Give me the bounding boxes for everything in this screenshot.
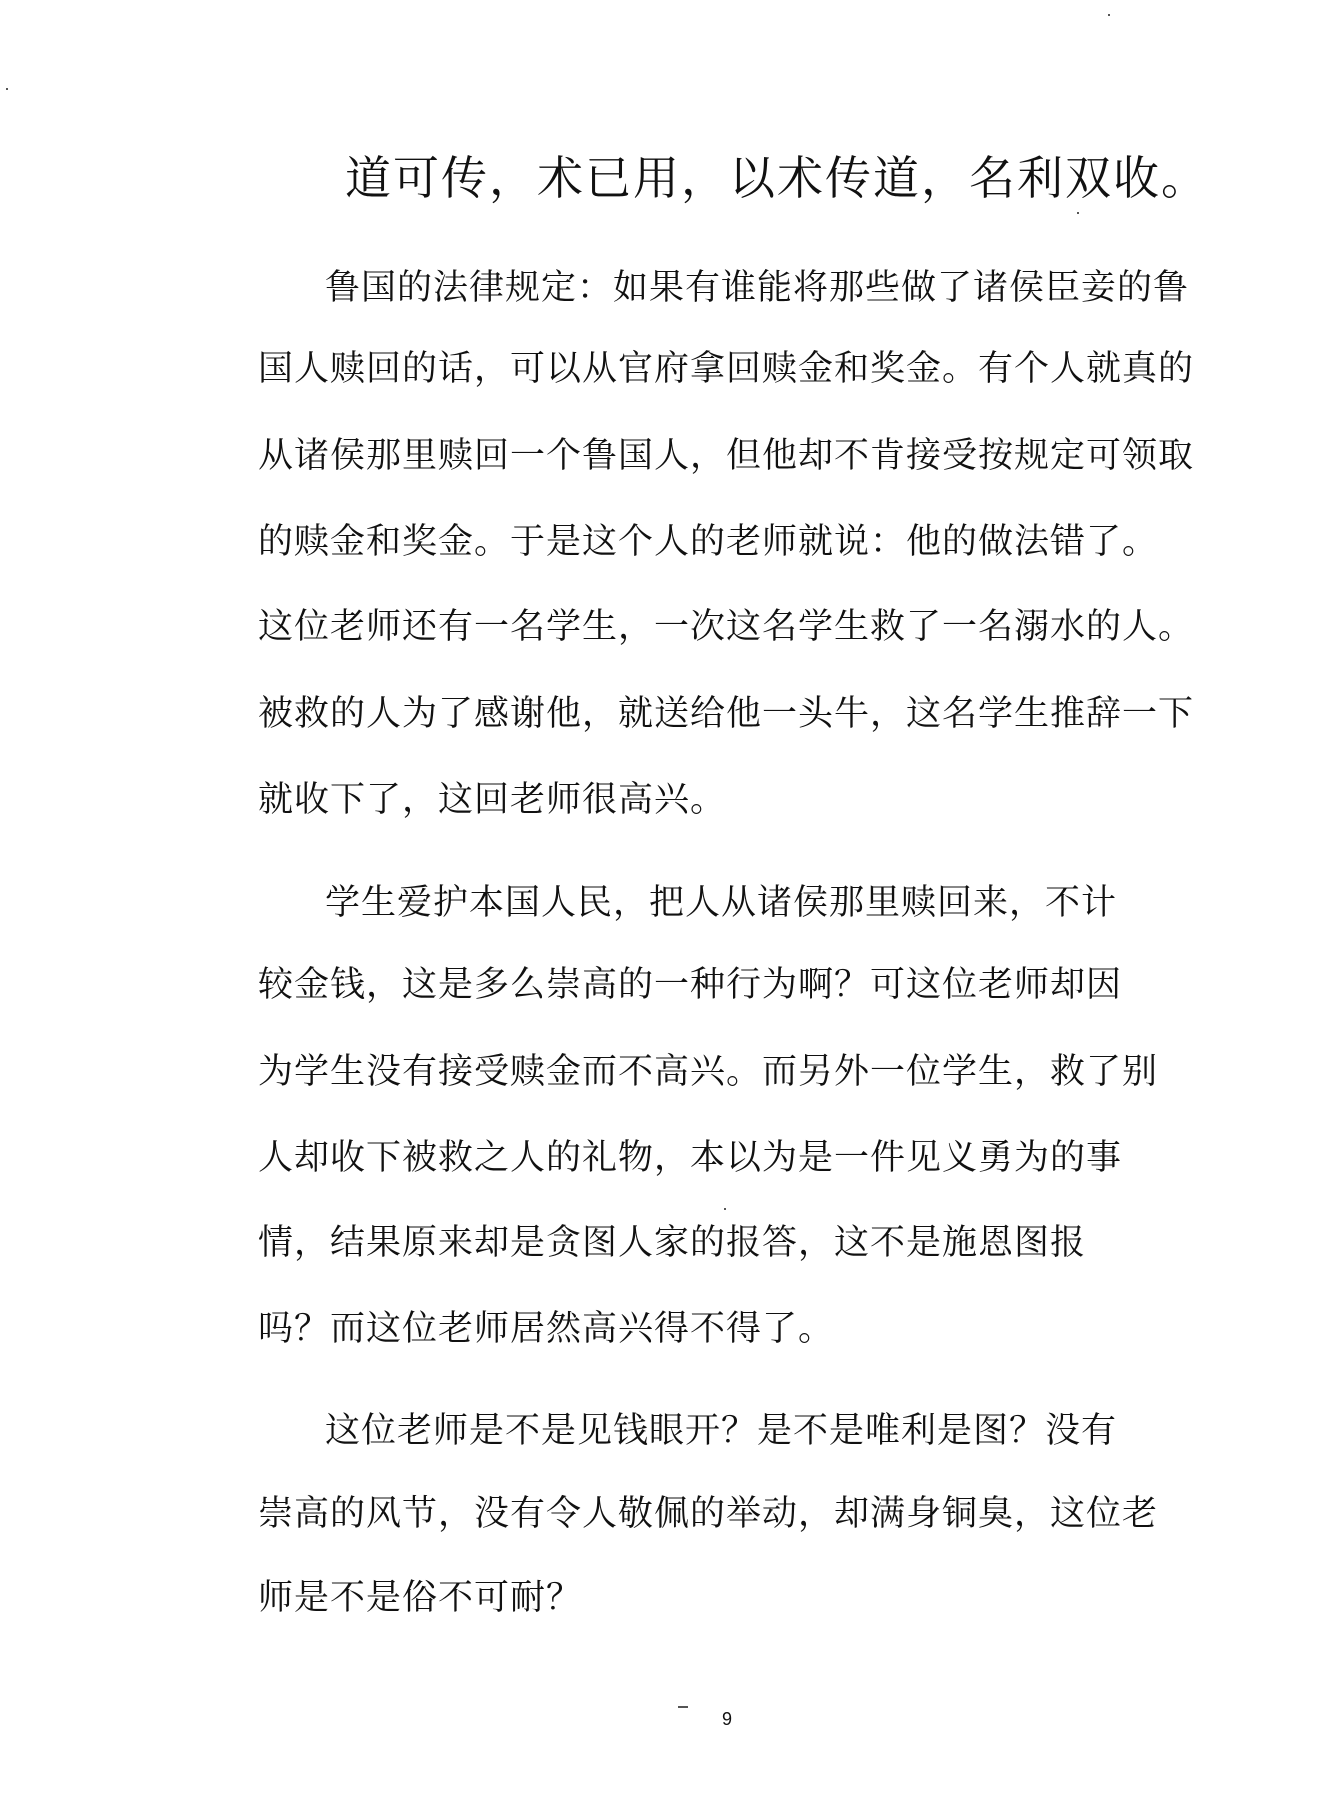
paragraph-line: 这位老师是不是见钱眼开？是不是唯利是图？没有 — [325, 1411, 1118, 1451]
paragraph-line: 学生爱护本国人民，把人从诸侯那里赎回来，不计 — [325, 883, 1118, 923]
scan-speck — [6, 88, 8, 90]
paragraph-line: 崇高的风节，没有令人敬佩的举动，却满身铜臭，这位老 — [258, 1494, 1159, 1534]
paragraph-line: 情，结果原来却是贪图人家的报答，这不是施恩图报 — [258, 1223, 1087, 1263]
paragraph-line: 国人赎回的话，可以从官府拿回赎金和奖金。有个人就真的 — [258, 349, 1195, 389]
paragraph-line: 吗？而这位老师居然高兴得不得了。 — [258, 1309, 835, 1349]
scan-speck — [1077, 212, 1079, 214]
paragraph-line: 被救的人为了感谢他，就送给他一头牛，这名学生推辞一下 — [258, 694, 1195, 734]
paragraph-line: 为学生没有接受赎金而不高兴。而另外一位学生，救了别 — [258, 1052, 1159, 1092]
paragraph-line: 师是不是俗不可耐？ — [258, 1578, 583, 1618]
scan-speck — [724, 1208, 726, 1210]
paragraph-line: 鲁国的法律规定：如果有谁能将那些做了诸侯臣妾的鲁 — [325, 268, 1190, 308]
page-title: 道可传，术已用，以术传道，名利双收。 — [345, 151, 1209, 205]
paragraph-line: 人却收下被救之人的礼物，本以为是一件见义勇为的事 — [258, 1138, 1123, 1178]
paragraph-line: 这位老师还有一名学生，一次这名学生救了一名溺水的人。 — [258, 607, 1195, 647]
paragraph-line: 的赎金和奖金。于是这个人的老师就说：他的做法错了。 — [258, 522, 1159, 562]
page-number: 9 — [722, 1709, 733, 1729]
scan-speck — [1108, 14, 1110, 16]
paragraph-line: 从诸侯那里赎回一个鲁国人，但他却不肯接受按规定可领取 — [258, 436, 1195, 476]
paragraph-line: 较金钱，这是多么崇高的一种行为啊？可这位老师却因 — [258, 965, 1123, 1005]
paragraph-line: 就收下了，这回老师很高兴。 — [258, 780, 727, 820]
scan-speck — [678, 1706, 688, 1708]
